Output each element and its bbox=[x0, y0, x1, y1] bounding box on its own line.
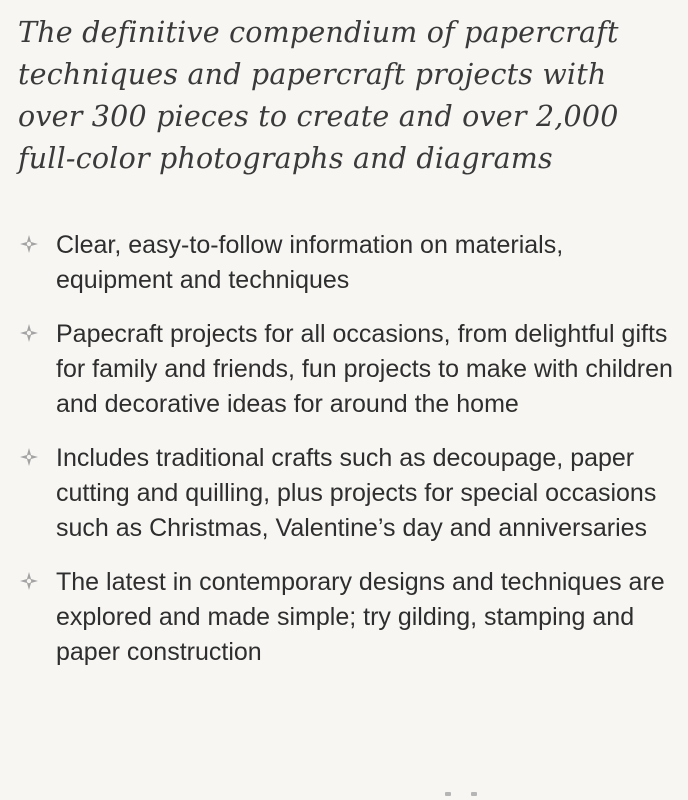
intro-heading: The definitive compendium of papercraft techniques and papercraft projects with over 300 pieces to create and over 2,000 full-color photographs and diagrams bbox=[18, 16, 619, 175]
fleuron-icon bbox=[19, 234, 39, 254]
list-item-text: Papecraft projects for all occasions, from delightful gifts for family and friends, fun projects to make with children and decorative ideas for around the home bbox=[56, 320, 673, 418]
list-item bbox=[0, 441, 688, 546]
list-item bbox=[0, 317, 688, 422]
feature-list bbox=[0, 228, 688, 689]
scan-speck bbox=[471, 792, 477, 796]
list-item bbox=[0, 565, 688, 670]
list-item-text: Includes traditional crafts such as decoupage, paper cutting and quilling, plus projects for special occasions such as Christmas, Valentine’s day and anniversaries bbox=[56, 444, 657, 542]
fleuron-icon bbox=[19, 571, 39, 591]
list-item-text: Clear, easy-to-follow information on materials, equipment and techniques bbox=[56, 231, 564, 294]
list-item bbox=[0, 228, 688, 298]
fleuron-icon bbox=[19, 447, 39, 467]
scan-speck bbox=[445, 792, 451, 796]
fleuron-icon bbox=[19, 323, 39, 343]
list-item-text: The latest in contemporary designs and techniques are explored and made simple; try gilding, stamping and paper construction bbox=[56, 568, 665, 666]
